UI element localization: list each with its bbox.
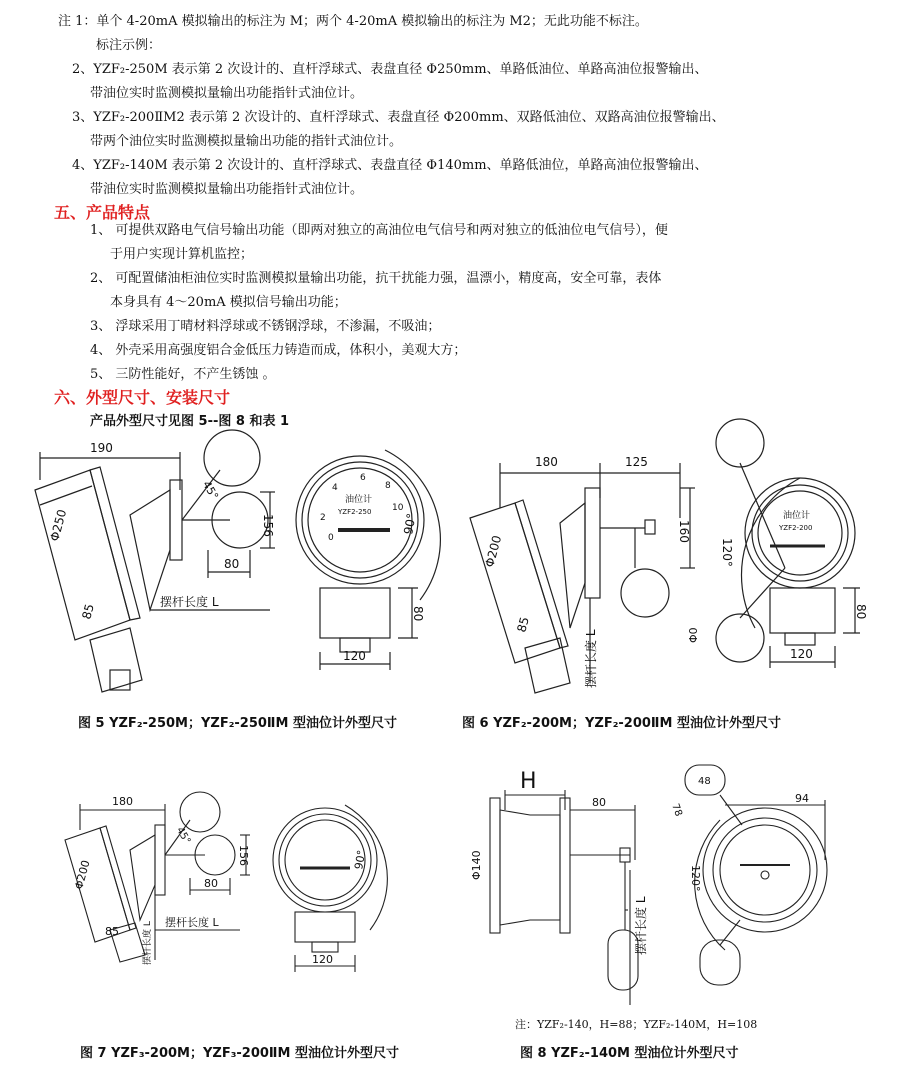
fig5-tick-2: 2 — [320, 513, 326, 523]
fig5-tick-6: 6 — [360, 473, 366, 483]
example-3-line-2: 带两个油位实时监测模拟量输出功能的指针式油位计。 — [90, 134, 403, 149]
note-1: 注 1：单个 4-20mA 模拟输出的标注为 M；两个 4-20mA 模拟输出的标注为 M2；无此功能不标注。 — [58, 14, 648, 29]
fig5-dim-80: 80 — [224, 557, 240, 571]
fig6-diameter: Φ200 — [482, 533, 505, 569]
figure-8-drawing — [470, 750, 880, 1005]
examples-label: 标注示例： — [96, 38, 162, 53]
figure-7-caption: 图 7 YZF₃-200M；YZF₃-200ⅡM 型油位计外型尺寸 — [80, 1046, 399, 1061]
fig7-arm-length-vertical: 摆杆长度 L — [143, 921, 153, 965]
fig6-dim-125: 125 — [625, 455, 648, 469]
example-3-line-1: 3、YZF₂-200ⅡM2 表示第 2 次设计的、直杆浮球式、表盘直径 Φ200mm、双路低油位、双路高油位报警输出、 — [72, 110, 725, 125]
section-5-title: 五、产品特点 — [54, 203, 151, 222]
fig5-tick-0: 0 — [328, 533, 334, 543]
feature-2-line-2: 本身具有 4～20mA 模拟信号输出功能； — [110, 295, 347, 310]
fig8-dim-80: 80 — [592, 796, 606, 809]
fig7-dim-80: 80 — [204, 877, 218, 890]
fig5-dial-model: YZF2-250 — [338, 508, 372, 516]
figure-5-caption: 图 5 YZF₂-250M；YZF₂-250ⅡM 型油位计外型尺寸 — [78, 716, 397, 731]
feature-3: 3、 浮球采用丁晴材料浮球或不锈钢浮球，不渗漏，不吸油； — [90, 319, 441, 334]
fig5-dim-85: 85 — [79, 602, 97, 621]
fig5-tick-4: 4 — [332, 483, 338, 493]
fig7-diameter: Φ200 — [72, 858, 93, 891]
fig7-dim-156: 156 — [237, 845, 250, 866]
fig5-arm-length: 摆杆长度 L — [160, 595, 219, 609]
fig5-diameter: Φ250 — [47, 507, 70, 543]
fig6-dim-180: 180 — [535, 455, 558, 469]
fig8-dim-H: H — [520, 769, 537, 794]
example-2-line-2: 带油位实时监测模拟量输出功能指针式油位计。 — [90, 86, 364, 101]
fig5-dim-80b: 80 — [411, 606, 425, 622]
fig6-dim-160: 160 — [677, 520, 691, 543]
figure-5-drawing — [20, 430, 450, 700]
feature-5: 5、 三防性能好，不产生锈蚀 。 — [90, 367, 276, 382]
fig7-dim-180: 180 — [112, 795, 133, 808]
section-6-title: 六、外型尺寸、安装尺寸 — [54, 388, 231, 407]
fig8-dim-78: 78 — [669, 802, 684, 818]
feature-1-line-1: 1、 可提供双路电气信号输出功能（即两对独立的高油位电气信号和两对独立的低油位电气信号），便 — [90, 223, 668, 238]
fig5-angle-45: 45° — [199, 478, 221, 503]
fig6-phi: Φ0 — [687, 627, 700, 643]
example-2-line-1: 2、YZF₂-250M 表示第 2 次设计的、直杆浮球式、表盘直径 Φ250mm、单路低油位、单路高油位报警输出、 — [72, 62, 708, 77]
fig7-dim-85: 85 — [105, 925, 119, 938]
figure-6-drawing — [465, 418, 885, 703]
fig5-dim-120: 120 — [343, 649, 366, 663]
feature-1-line-2: 于用户实现计算机监控； — [110, 247, 254, 262]
example-4-line-2: 带油位实时监测模拟量输出功能指针式油位计。 — [90, 182, 364, 197]
fig6-dim-80: 80 — [854, 604, 868, 620]
example-4-line-1: 4、YZF₂-140M 表示第 2 次设计的、直杆浮球式、表盘直径 Φ140mm、单路低油位，单路高油位报警输出、 — [72, 158, 708, 173]
fig5-dim-190: 190 — [90, 441, 113, 455]
fig6-angle-120: 120° — [720, 538, 734, 567]
fig7-dim-120: 120 — [312, 953, 333, 966]
section-6-subtitle: 产品外型尺寸见图 5--图 8 和表 1 — [90, 414, 290, 429]
fig7-angle-45: 45° — [173, 825, 193, 847]
fig5-dim-156: 156 — [261, 514, 275, 537]
fig6-dim-120: 120 — [790, 647, 813, 661]
figure-8-note: 注：YZF₂-140，H=88；YZF₂-140M，H=108 — [515, 1018, 758, 1031]
fig5-dial-title: 油位计 — [345, 495, 373, 505]
fig7-angle-90: 90° — [352, 849, 369, 871]
fig8-dim-48: 48 — [698, 776, 711, 787]
feature-2-line-1: 2、 可配置储油柜油位实时监测模拟量输出功能，抗干扰能力强，温漂小，精度高，安全可靠，表体 — [90, 271, 662, 286]
fig7-arm-length: 摆杆长度 L — [165, 916, 219, 929]
fig5-tick-8: 8 — [385, 481, 391, 491]
fig6-dial-title: 油位计 — [783, 511, 811, 521]
figure-7-drawing — [50, 790, 420, 990]
fig8-dim-94: 94 — [795, 792, 809, 805]
fig6-dim-85: 85 — [514, 615, 532, 634]
fig6-arm-length: 摆杆长度 L — [584, 629, 598, 688]
fig5-tick-10: 10 — [392, 503, 404, 513]
figure-6-caption: 图 6 YZF₂-200M；YZF₂-200ⅡM 型油位计外型尺寸 — [462, 716, 781, 731]
fig5-angle-90: 90° — [401, 512, 419, 536]
figure-8-caption: 图 8 YZF₂-140M 型油位计外型尺寸 — [520, 1046, 739, 1061]
fig6-dial-model: YZF2-200 — [779, 524, 813, 532]
feature-4: 4、 外壳采用高强度铝合金低压力铸造而成，体积小，美观大方； — [90, 343, 467, 358]
fig8-arm-length: 摆杆长度 L — [634, 896, 648, 955]
fig8-diameter: Φ140 — [470, 850, 483, 880]
fig8-angle-120: 120° — [689, 865, 702, 892]
